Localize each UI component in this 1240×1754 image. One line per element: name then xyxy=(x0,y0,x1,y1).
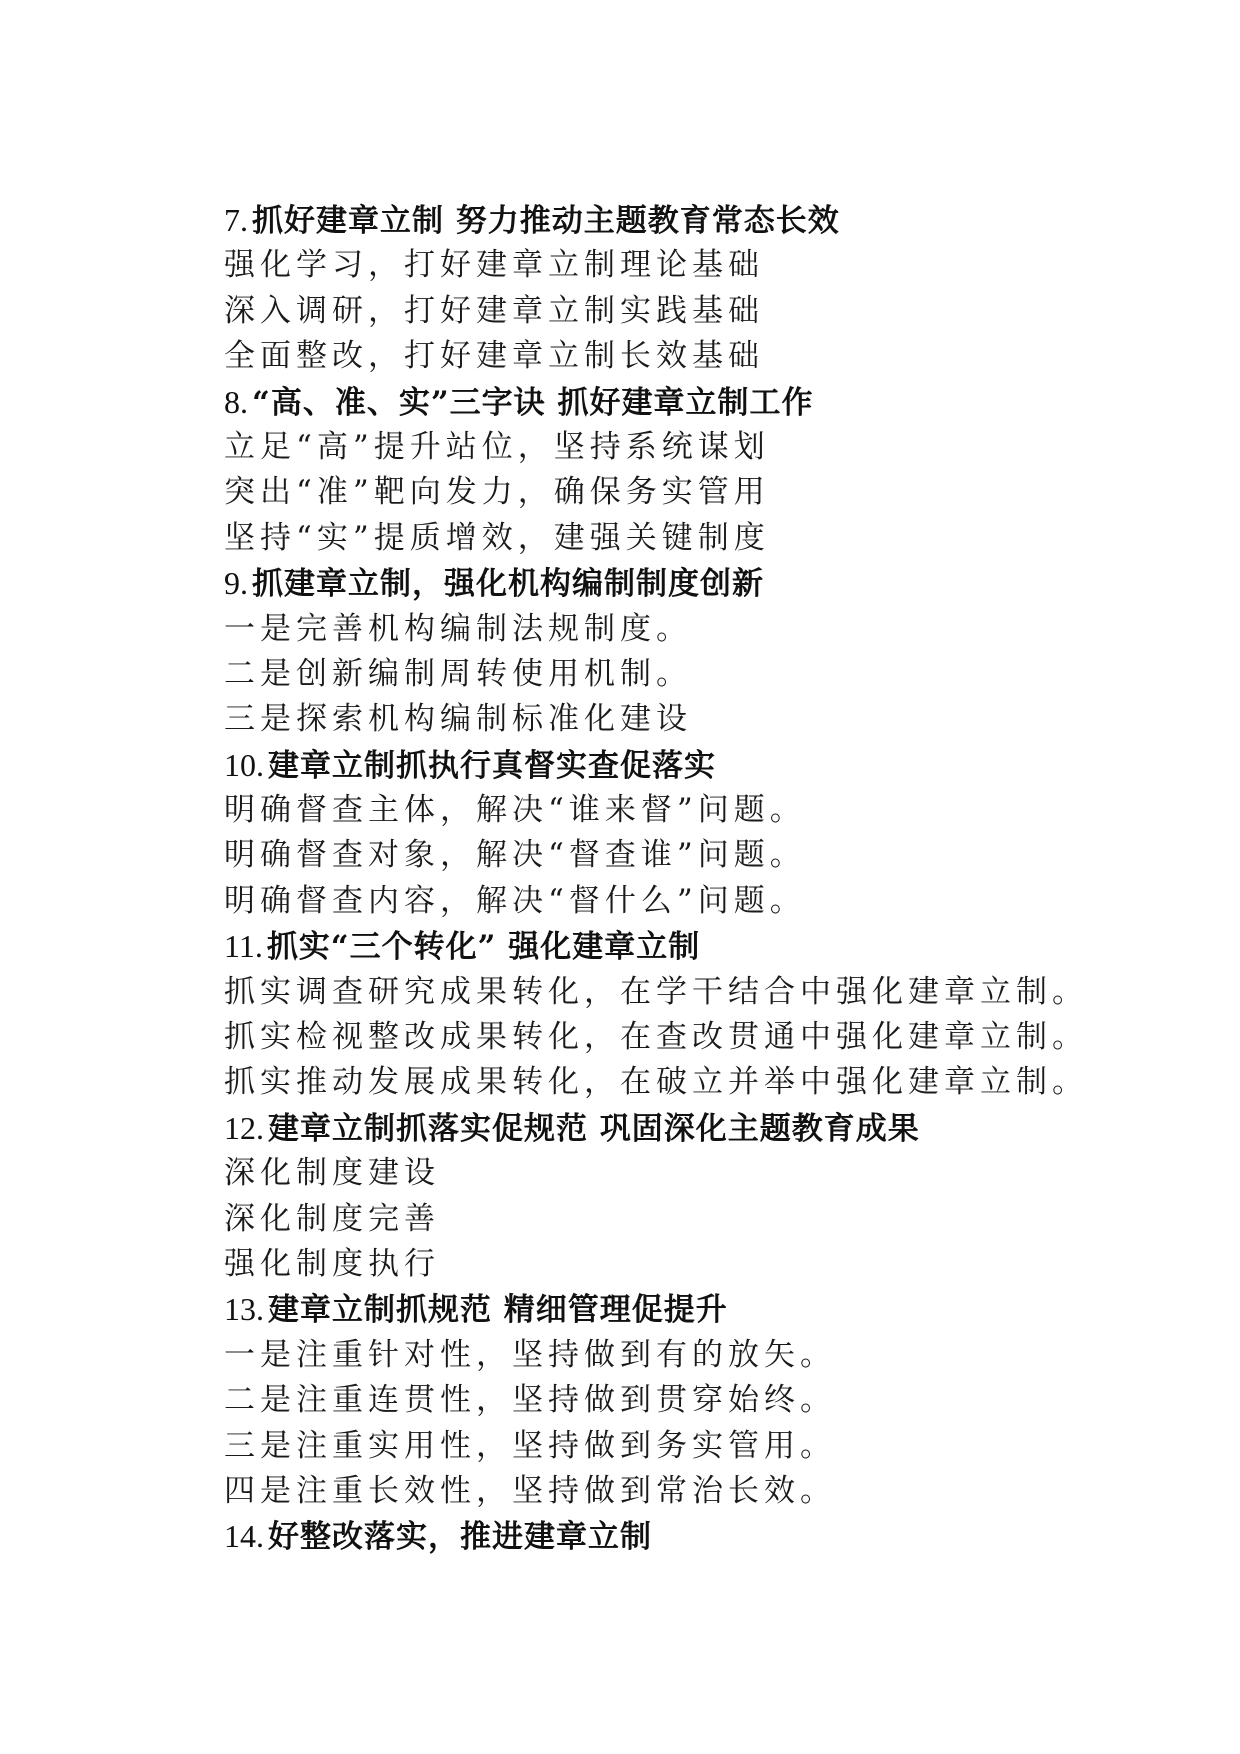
section-10 xyxy=(224,743,1184,925)
list-item: 一是完善机构编制法规制度。 xyxy=(224,610,692,647)
list-item: 二是注重连贯性，坚持做到贯穿始终。 xyxy=(224,1382,836,1419)
list-item: 三是注重实用性，坚持做到务实管用。 xyxy=(224,1427,836,1464)
section-14 xyxy=(224,1514,1184,1559)
section-number: 14. xyxy=(224,1518,264,1555)
section-heading xyxy=(224,1287,1184,1332)
list-item: 明确督查主体，解决“谁来督”问题。 xyxy=(224,792,806,829)
list-item: 全面整改，打好建章立制长效基础 xyxy=(224,338,764,375)
list-item: 二是创新编制周转使用机制。 xyxy=(224,655,692,692)
list-item: 一是注重针对性，坚持做到有的放矢。 xyxy=(224,1336,836,1373)
section-heading xyxy=(224,743,1184,788)
section-number: 7. xyxy=(224,202,248,238)
section-number: 10. xyxy=(224,746,264,783)
section-title: 建章立制抓规范 精细管理促提升 xyxy=(268,1292,728,1329)
section-title: 建章立制抓落实促规范 巩固深化主题教育成果 xyxy=(268,1110,920,1147)
section-number: 8. xyxy=(224,383,248,420)
section-title: 好整改落实，推进建章立制 xyxy=(268,1519,652,1556)
section-11 xyxy=(224,924,1184,1106)
list-item: 强化学习，打好建章立制理论基础 xyxy=(224,247,764,284)
list-item: 突出“准”靶向发力，确保务实管用 xyxy=(224,474,770,511)
section-number: 13. xyxy=(224,1291,264,1328)
document-body xyxy=(224,198,1184,1560)
section-heading xyxy=(224,380,1184,425)
section-13 xyxy=(224,1287,1184,1514)
section-12 xyxy=(224,1106,1184,1288)
list-item: 深入调研，打好建章立制实践基础 xyxy=(224,292,764,329)
list-item: 抓实推动发展成果转化，在破立并举中强化建章立制。 xyxy=(224,1064,1088,1101)
section-heading xyxy=(224,561,1184,606)
list-item: 明确督查对象，解决“督查谁”问题。 xyxy=(224,837,806,874)
section-number: 11. xyxy=(224,928,263,965)
section-8 xyxy=(224,380,1184,562)
section-number: 12. xyxy=(224,1109,264,1146)
section-number: 9. xyxy=(224,565,248,602)
list-item: 深化制度完善 xyxy=(224,1200,440,1237)
section-title: 建章立制抓执行真督实查促落实 xyxy=(268,747,716,784)
list-item: 明确督查内容，解决“督什么”问题。 xyxy=(224,882,806,919)
section-title: “高、准、实”三字诀 抓好建章立制工作 xyxy=(252,384,814,421)
section-heading xyxy=(224,198,1184,243)
section-title: 抓实“三个转化” 强化建章立制 xyxy=(266,929,701,966)
section-title: 抓好建章立制 努力推动主题教育常态长效 xyxy=(252,203,840,239)
section-7 xyxy=(224,198,1184,380)
list-item: 三是探索机构编制标准化建设 xyxy=(224,701,692,738)
list-item: 抓实调查研究成果转化，在学干结合中强化建章立制。 xyxy=(224,973,1088,1010)
list-item: 立足“高”提升站位，坚持系统谋划 xyxy=(224,428,770,465)
list-item: 抓实检视整改成果转化，在查改贯通中强化建章立制。 xyxy=(224,1019,1088,1056)
section-heading xyxy=(224,1106,1184,1151)
section-title: 抓建章立制，强化机构编制制度创新 xyxy=(252,566,764,603)
section-9 xyxy=(224,561,1184,743)
list-item: 四是注重长效性，坚持做到常治长效。 xyxy=(224,1472,836,1509)
section-heading xyxy=(224,924,1184,969)
list-item: 强化制度执行 xyxy=(224,1245,440,1282)
section-heading xyxy=(224,1514,1184,1559)
list-item: 坚持“实”提质增效，建强关键制度 xyxy=(224,519,770,556)
list-item: 深化制度建设 xyxy=(224,1155,440,1192)
